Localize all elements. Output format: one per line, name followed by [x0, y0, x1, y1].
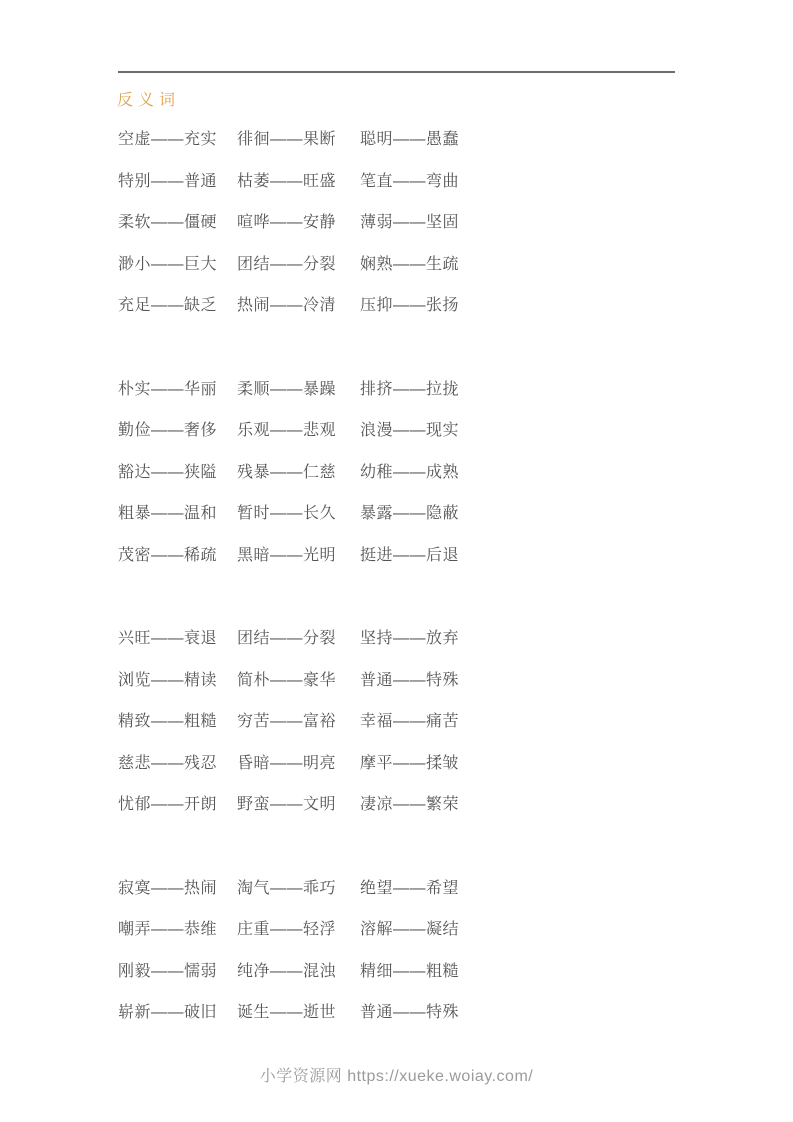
antonym-pair: 兴旺——衰退 — [118, 630, 218, 648]
antonym-pair: 残暴——仁慈 — [237, 463, 337, 481]
antonym-pair: 忧郁——开朗 — [118, 796, 218, 814]
antonym-pair: 喧哗——安静 — [237, 214, 337, 232]
antonym-pair: 摩平——揉皱 — [360, 754, 460, 772]
antonym-pair: 团结——分裂 — [237, 255, 337, 273]
antonym-row — [118, 367, 675, 409]
antonym-pair: 浪漫——现实 — [360, 422, 460, 440]
antonym-pair: 徘徊——果断 — [237, 131, 337, 149]
page-footer: 小学资源网 https://xueke.woiay.com/ — [259, 1068, 534, 1085]
antonym-pair: 穷苦——富裕 — [237, 713, 337, 731]
antonym-row — [118, 658, 675, 700]
antonym-row — [118, 159, 675, 201]
antonym-pair: 枯萎——旺盛 — [237, 172, 337, 190]
antonym-row — [118, 283, 675, 325]
antonym-pair: 普通——特殊 — [360, 671, 460, 689]
header-rule — [118, 71, 675, 73]
antonym-row — [118, 616, 675, 658]
antonym-pair: 坚持——放弃 — [360, 630, 460, 648]
antonym-row — [118, 741, 675, 783]
antonym-row — [118, 450, 675, 492]
antonym-pair: 暴露——隐蔽 — [360, 505, 460, 523]
antonym-pair: 热闹——冷清 — [237, 297, 337, 315]
antonym-section-3 — [118, 616, 675, 824]
antonym-pair: 幼稚——成熟 — [360, 463, 460, 481]
antonym-pair: 昏暗——明亮 — [237, 754, 337, 772]
antonym-row — [118, 408, 675, 450]
antonym-pair: 精细——粗糙 — [360, 962, 460, 980]
antonym-pair: 笔直——弯曲 — [360, 172, 460, 190]
page-title: 反义词 — [117, 92, 181, 109]
antonym-pair: 娴熟——生疏 — [360, 255, 460, 273]
antonym-pair: 崭新——破旧 — [118, 1004, 218, 1022]
antonym-row — [118, 990, 675, 1032]
antonym-pair: 挺进——后退 — [360, 546, 460, 564]
antonym-pair: 粗暴——温和 — [118, 505, 218, 523]
antonym-section-1 — [118, 117, 675, 325]
antonym-pair: 嘲弄——恭维 — [118, 921, 218, 939]
antonym-pair: 慈悲——残忍 — [118, 754, 218, 772]
antonym-row — [118, 200, 675, 242]
antonym-pair: 溶解——凝结 — [360, 921, 460, 939]
antonym-row — [118, 242, 675, 284]
antonym-pair: 排挤——拉拢 — [360, 380, 460, 398]
antonym-pair: 绝望——希望 — [360, 879, 460, 897]
antonym-pair: 柔软——僵硬 — [118, 214, 218, 232]
antonym-pair: 渺小——巨大 — [118, 255, 218, 273]
antonym-row — [118, 866, 675, 908]
antonym-pair: 淘气——乖巧 — [237, 879, 337, 897]
antonym-pair: 聪明——愚蠢 — [360, 131, 460, 149]
antonym-pair: 庄重——轻浮 — [237, 921, 337, 939]
antonym-section-4 — [118, 866, 675, 1032]
antonym-pair: 空虚——充实 — [118, 131, 218, 149]
antonym-pair: 薄弱——坚固 — [360, 214, 460, 232]
antonym-row — [118, 491, 675, 533]
antonym-pair: 凄凉——繁荣 — [360, 796, 460, 814]
antonym-pair: 暂时——长久 — [237, 505, 337, 523]
antonym-pair: 精致——粗糙 — [118, 713, 218, 731]
antonym-pair: 乐观——悲观 — [237, 422, 337, 440]
antonym-pair: 茂密——稀疏 — [118, 546, 218, 564]
antonym-row — [118, 782, 675, 824]
antonym-pair: 豁达——狭隘 — [118, 463, 218, 481]
antonym-row — [118, 699, 675, 741]
antonym-pair: 诞生——逝世 — [237, 1004, 337, 1022]
antonym-pair: 团结——分裂 — [237, 630, 337, 648]
antonym-pair: 寂寞——热闹 — [118, 879, 218, 897]
antonym-pair: 柔顺——暴躁 — [237, 380, 337, 398]
antonym-row — [118, 533, 675, 575]
antonym-pair: 勤俭——奢侈 — [118, 422, 218, 440]
antonym-pair: 普通——特殊 — [360, 1004, 460, 1022]
antonym-list — [118, 117, 675, 1032]
antonym-pair: 幸福——痛苦 — [360, 713, 460, 731]
antonym-pair: 浏览——精读 — [118, 671, 218, 689]
antonym-pair: 简朴——豪华 — [237, 671, 337, 689]
antonym-pair: 野蛮——文明 — [237, 796, 337, 814]
antonym-row — [118, 949, 675, 991]
antonym-pair: 压抑——张扬 — [360, 297, 460, 315]
antonym-pair: 黑暗——光明 — [237, 546, 337, 564]
antonym-pair: 特别——普通 — [118, 172, 218, 190]
antonym-pair: 刚毅——懦弱 — [118, 962, 218, 980]
antonym-row — [118, 907, 675, 949]
antonym-row — [118, 117, 675, 159]
antonym-pair: 充足——缺乏 — [118, 297, 218, 315]
antonym-pair: 朴实——华丽 — [118, 380, 218, 398]
antonym-pair: 纯净——混浊 — [237, 962, 337, 980]
antonym-section-2 — [118, 367, 675, 575]
